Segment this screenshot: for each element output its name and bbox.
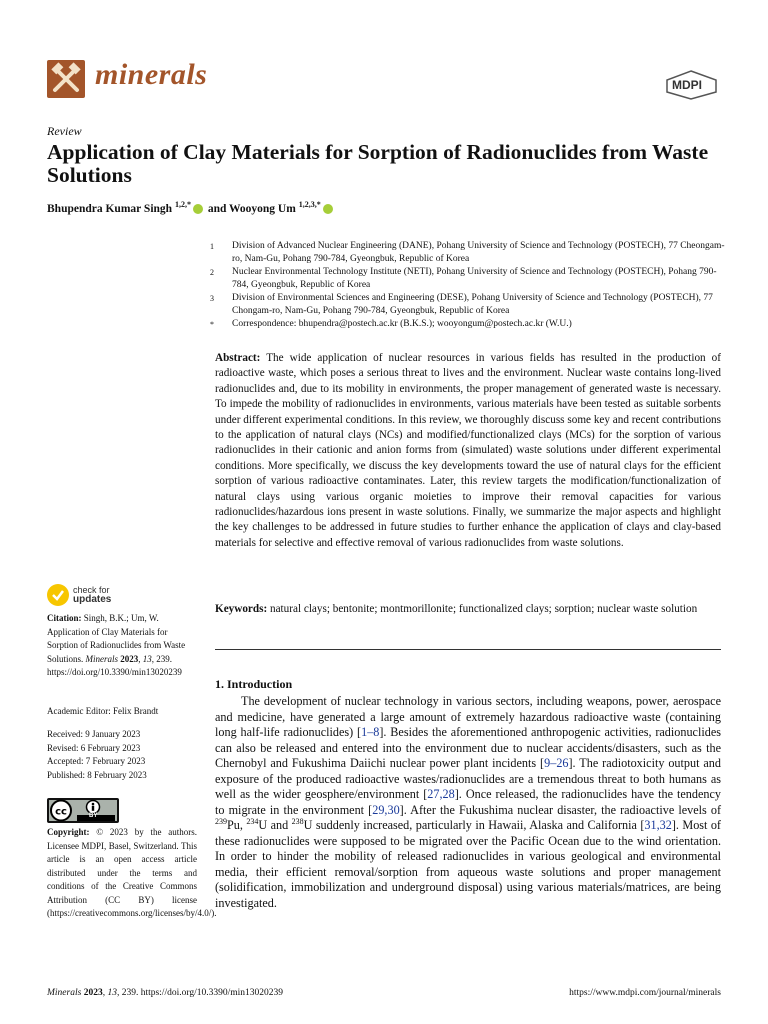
reference-link[interactable]: 9–26 xyxy=(544,756,569,770)
crossed-hammers-icon xyxy=(47,60,85,98)
reference-link[interactable]: 31,32 xyxy=(644,818,672,832)
author-name[interactable]: Wooyong Um xyxy=(229,202,296,215)
article-dates xyxy=(47,728,197,782)
footer-journal-url[interactable]: https://www.mdpi.com/journal/minerals xyxy=(569,988,721,998)
author-list xyxy=(47,200,335,215)
reference-link[interactable]: 1–8 xyxy=(361,725,380,739)
affiliations xyxy=(210,240,730,331)
keywords-label: Keywords: xyxy=(215,603,268,615)
section-heading: 1. Introduction xyxy=(215,677,293,691)
reference-link[interactable]: 29,30 xyxy=(372,802,400,817)
citation-doi-link[interactable]: 239. https://doi.org/10.3390/min13020239 xyxy=(47,653,182,677)
article-title: Application of Clay Materials for Sorption of Radionuclides from Waste Solutions xyxy=(47,140,709,187)
footer-doi-link[interactable]: , 239. https://doi.org/10.3390/min13020239 xyxy=(116,988,284,998)
check-for-updates-badge[interactable]: check for updates xyxy=(47,584,147,608)
received-date: Received: 9 January 2023 xyxy=(47,729,141,739)
reference-link[interactable]: 27,28 xyxy=(427,787,455,801)
keywords xyxy=(215,602,721,617)
orcid-icon[interactable] xyxy=(323,204,333,214)
check-updates-icon xyxy=(47,584,69,606)
creative-commons-icon xyxy=(47,798,119,823)
accepted-date: Accepted: 7 February 2023 xyxy=(47,756,146,766)
svg-text:cc: cc xyxy=(55,806,67,818)
published-date: Published: 8 February 2023 xyxy=(47,769,147,780)
abstract-label: Abstract: xyxy=(215,352,261,364)
author-name[interactable]: Bhupendra Kumar Singh xyxy=(47,202,173,215)
abstract-text: The wide application of nuclear resources in various fields has resulted in the production of radioactive waste, which poses a serious threat to lives and the environment. Nuclear waste contains long-lived radionuclides and, due to its mobility in environments, the proper management of generated waste is necessary. To impede the mobility of radionuclides in environments, various materials have been tested as suitable sorbents under different experimental conditions. In this review, we thoroughly discuss some key and recent contributions to the application of natural clays (NCs) and modified/functionalized clays (MCs) for the sorption of various radionuclides in their cationic and anion forms from (simulated) waste solutions under different experimental conditions. More specifically, we discuss the key developments toward the use of natural clays for the efficient sorption of various radioactive contaminates. Later, this review targets the modification/functionalization of natural clays using various organic moieties to improve their removal capacities for various radionuclides/hazardous ions present in waste solutions. Finally, we summarize the major aspects and highlight the key challenges to be addressed in future studies to further enhance the application of clays and clay-based materials for selective and effective removal of various radionuclides from waste solutions. xyxy=(215,352,721,549)
divider xyxy=(215,649,721,650)
introduction-paragraph: The development of nuclear technology in various sectors, including weapons, power, aerospace and medicine, have generated a large amount of extremely hazardous radioactive waste (containing long half-life radionuclides) [1–8]. Besides the aforementioned anthropogenic activities, radionuclides can also be released and entered into the environment due to nuclear accidents/disasters, such as the Chernobyl and Fukushima Daiichi nuclear power plant incidents [9–26]. The radiotoxicity output and exposure of the produced radioactive wastes/radionuclides are a tremendous threat to both humans as well as the wider geosphere/environment [27,28]. Once released, the radionuclides have the tendency to migrate in the environment [29,30]. After the Fukushima nuclear disaster, the radioactive levels of $^{239}$Pu, $^{234}$U and $^{238}$U suddenly increased, particularly in Hawaii, Alaska and California [31,32]. Most of these radionuclides were supposed to be migrated over the Pacific Ocean due to the wind orientation. In order to hinder the mobility of released radionuclides in various geological and environmental media, their efficient removal/sorption from aqueous waste solutions and proper management (solidification, immobilization and underground disposal) using various materials/matrices, are being investigated. xyxy=(215,694,721,910)
academic-editor: Academic Editor: Felix Brandt xyxy=(47,706,159,716)
footer-citation: Minerals 2023, 13, 239. https://doi.org/10.3390/min13020239 xyxy=(47,988,284,998)
keywords-text: natural clays; bentonite; montmorillonite; functionalized clays; sorption; nuclear waste solution xyxy=(270,603,698,615)
cc-by-label: BY xyxy=(89,813,98,819)
cc-by-license-badge[interactable] xyxy=(47,798,119,823)
affiliation-item: 1 Division of Advanced Nuclear Engineering (DANE), Pohang University of Science and Technology (POSTECH), 77 Cheongam-ro, Nam-Gu, Pohang 790-784, Gyeongbuk, Republic of Korea xyxy=(210,241,725,264)
journal-logo xyxy=(47,60,85,98)
affiliation-item: 3 Division of Environmental Sciences and Engineering (DESE), Pohang University of Science and Technology (POSTECH), 77 Chongam-ro, Nam-Gu, Pohang 790-784, Gyeongbuk, Republic of Korea xyxy=(210,293,713,316)
author-conjunction: and xyxy=(207,202,227,215)
author-affiliation-marks: 1,2,* xyxy=(174,200,191,209)
revised-date: Revised: 6 February 2023 xyxy=(47,742,141,753)
citation: Citation: Singh, B.K.; Um, W. Application of Clay Materials for Sorption of Radionuclides from Waste Solutions. Minerals 2023, 13, 239. https://doi.org/10.3390/min13020239 xyxy=(47,613,186,677)
copyright-notice: Copyright: © 2023 by the authors. Licensee MDPI, Basel, Switzerland. This article is an open access article distributed under the terms and conditions of the Creative Commons Attribution (CC BY) license (https://creativecommons.org/licenses/by/4.0/). xyxy=(47,827,217,918)
abstract xyxy=(215,351,721,551)
orcid-icon[interactable] xyxy=(193,204,203,214)
article-type: Review xyxy=(47,124,82,138)
affiliation-item: 2 Nuclear Environmental Technology Institute (NETI), Pohang University of Science and Technology (POSTECH), Pohang 790-784, Gyeongbuk, Republic of Korea xyxy=(210,267,717,290)
author-affiliation-marks: 1,2,3,* xyxy=(298,200,321,209)
journal-name: minerals xyxy=(95,58,208,91)
publisher-name: MDPI xyxy=(672,78,702,92)
correspondence: * Correspondence: bhupendra@postech.ac.kr (B.K.S.); wooyongum@postech.ac.kr (W.U.) xyxy=(210,319,572,329)
publisher-logo xyxy=(664,70,719,100)
